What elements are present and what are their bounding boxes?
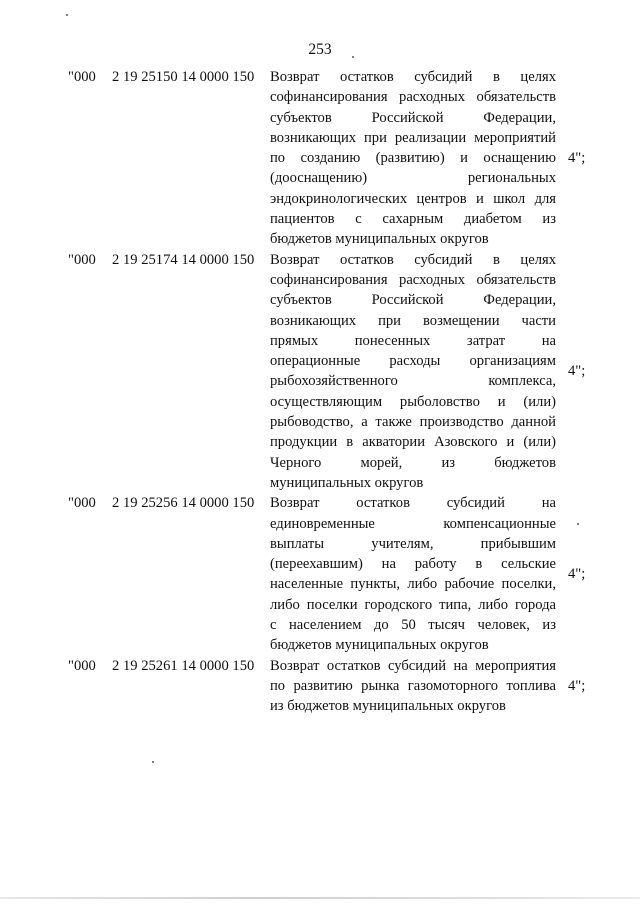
budget-code-table <box>0 67 640 717</box>
description-line: муниципальных округов <box>270 474 424 491</box>
description-line: субъектов Российской Федерации, <box>270 109 556 126</box>
budget-classification-code: 2 19 25174 14 0000 150 <box>112 251 255 268</box>
scan-speck <box>152 761 154 763</box>
description-line: рыбоводство, а также производство данной <box>270 414 556 431</box>
scan-speck <box>66 14 68 16</box>
description-line: (переехавшим) на работу в сельские <box>270 556 556 573</box>
description-line: единовременные компенсационные <box>270 515 556 532</box>
description-line: из бюджетов муниципальных округов <box>270 698 506 715</box>
row-suffix: 4"; <box>568 363 586 380</box>
table-row <box>0 250 640 494</box>
scan-speck <box>352 56 354 58</box>
description-line: по созданию (развитию) и оснащению <box>270 150 556 167</box>
row-prefix: "000 <box>68 251 96 268</box>
budget-classification-code: 2 19 25256 14 0000 150 <box>112 495 255 512</box>
description-line: либо поселки городского типа, либо города <box>270 596 556 613</box>
description-line: субъектов Российской Федерации, <box>270 292 556 309</box>
description-line: рыбохозяйственного комплекса, <box>270 373 556 390</box>
row-suffix: 4"; <box>568 150 586 167</box>
row-prefix: "000 <box>68 657 96 674</box>
description-line: продукции в акватории Азовского и (или) <box>270 434 556 451</box>
table-row <box>0 493 640 655</box>
row-description <box>270 250 556 494</box>
budget-classification-code: 2 19 25150 14 0000 150 <box>112 69 255 85</box>
description-line: осуществляющим рыболовство и (или) <box>270 393 556 410</box>
description-line: бюджетов муниципальных округов <box>270 637 489 654</box>
description-line: Возврат остатков субсидий на <box>270 495 556 512</box>
row-prefix: "000 <box>68 495 96 512</box>
description-line: софинансирования расходных обязательств <box>270 89 556 106</box>
description-line: Черного морей, из бюджетов <box>270 454 556 471</box>
scan-bottom-edge <box>0 897 640 899</box>
row-suffix: 4"; <box>568 566 586 583</box>
description-line: операционные расходы организациям <box>270 353 556 370</box>
description-line: пациентов с сахарным диабетом из <box>270 211 556 228</box>
description-line: прямых понесенных затрат на <box>270 332 556 349</box>
description-line: эндокринологических центров и школ для <box>270 190 556 207</box>
description-line: (дооснащению) региональных <box>270 170 556 187</box>
description-line: с населением до 50 тысяч человек, из <box>270 617 556 634</box>
row-description <box>270 656 556 717</box>
description-line: софинансирования расходных обязательств <box>270 271 556 288</box>
description-line: населенные пункты, либо рабочие поселки, <box>270 576 556 593</box>
row-suffix: 4"; <box>568 677 586 694</box>
description-line: бюджетов муниципальных округов <box>270 231 489 248</box>
description-line: возникающих при возмещении части <box>270 312 556 329</box>
description-line: Возврат остатков субсидий в целях <box>270 251 556 268</box>
row-description <box>270 493 556 655</box>
scan-speck <box>577 523 579 525</box>
page-number: 253 <box>308 41 332 58</box>
description-line: выплаты учителям, прибывшим <box>270 535 556 552</box>
row-prefix: "000 <box>68 69 96 85</box>
budget-classification-code: 2 19 25261 14 0000 150 <box>112 657 255 674</box>
description-line: Возврат остатков субсидий на мероприятия <box>270 657 556 674</box>
description-line: Возврат остатков субсидий в целях <box>270 69 556 85</box>
description-line: по развитию рынка газомоторного топлива <box>270 677 556 694</box>
description-line: возникающих при реализации мероприятий <box>270 129 556 146</box>
table-row <box>0 67 640 250</box>
table-row <box>0 656 640 717</box>
row-description <box>270 67 556 250</box>
